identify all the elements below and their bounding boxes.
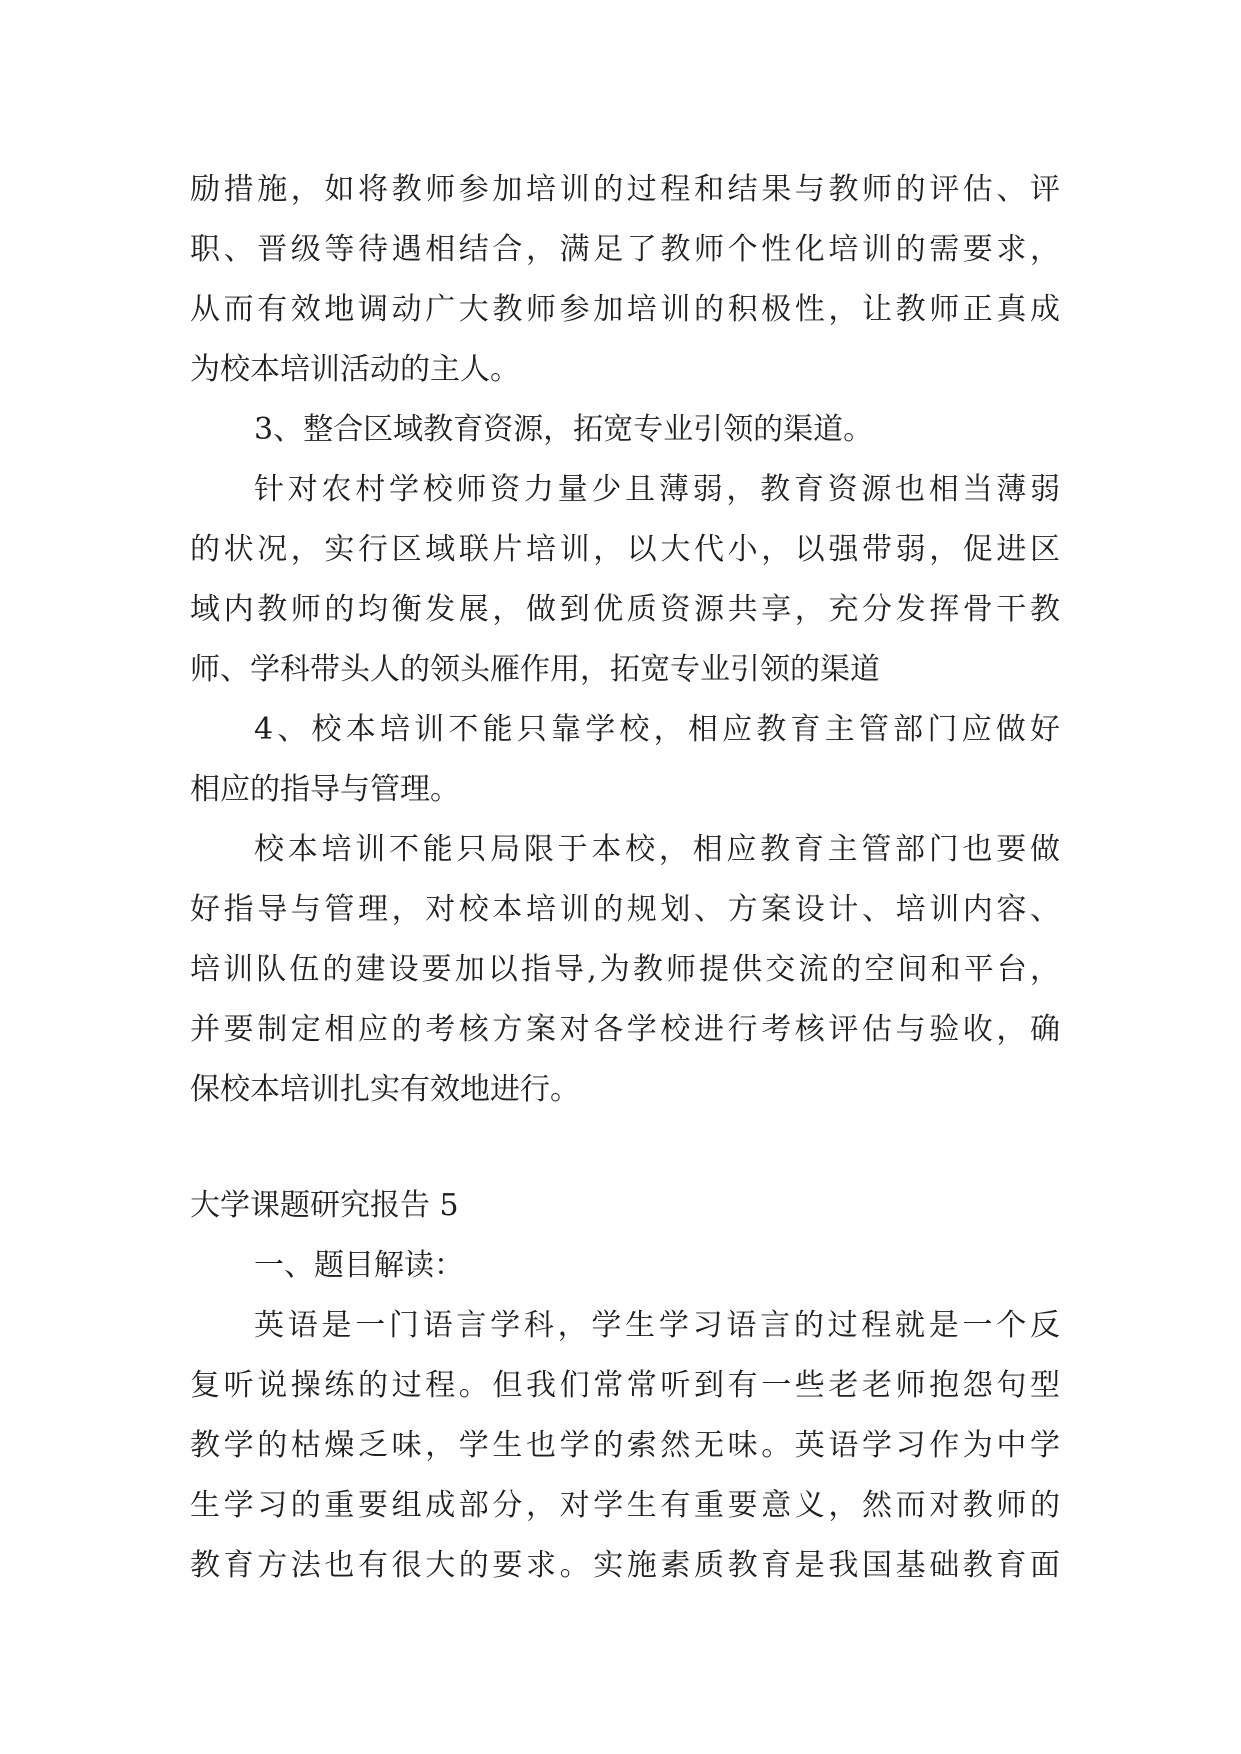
text-line: 一、题目解读：	[254, 1248, 464, 1283]
text-line: 3、整合区域教育资源，拓宽专业引领的渠道。	[254, 412, 874, 447]
paragraph-department-guidance	[190, 820, 1060, 1120]
subheading-3	[190, 400, 1060, 460]
text-line: 的状况，实行区域联片培训，以大代小，以强带弱，促进区	[190, 532, 1060, 567]
paragraph-english-teaching	[190, 1296, 1060, 1596]
text-line: 生学习的重要组成部分，对学生有重要意义，然而对教师的	[190, 1488, 1060, 1523]
text-line: 域内教师的均衡发展，做到优质资源共享，充分发挥骨干教	[190, 592, 1060, 627]
text-line: 励措施，如将教师参加培训的过程和结果与教师的评估、评	[190, 172, 1060, 207]
text-line: 好指导与管理，对校本培训的规划、方案设计、培训内容、	[190, 892, 1060, 927]
text-line: 教育方法也有很大的要求。实施素质教育是我国基础教育面	[190, 1548, 1060, 1583]
text-line: 复听说操练的过程。但我们常常听到有一些老老师抱怨句型	[190, 1368, 1060, 1403]
paragraph-regional-resources	[190, 460, 1060, 700]
text-line: 针对农村学校师资力量少且薄弱，教育资源也相当薄弱	[254, 472, 1060, 507]
paragraph-incentive-continuation	[190, 160, 1060, 400]
text-line: 教学的枯燥乏味，学生也学的索然无味。英语学习作为中学	[190, 1428, 1060, 1463]
section-heading-topic	[190, 1236, 1060, 1296]
text-line: 保校本培训扎实有效地进行。	[190, 1072, 580, 1107]
subheading-4	[190, 700, 1060, 820]
text-line: 师、学科带头人的领头雁作用，拓宽专业引领的渠道	[190, 652, 880, 687]
document-page	[190, 160, 1060, 1596]
text-line: 为校本培训活动的主人。	[190, 352, 520, 387]
text-line: 校本培训不能只局限于本校，相应教育主管部门也要做	[254, 832, 1060, 867]
text-line: 职、晋级等待遇相结合，满足了教师个性化培训的需要求，	[190, 232, 1060, 267]
text-line: 4、校本培训不能只靠学校，相应教育主管部门应做好	[254, 712, 1060, 747]
section-title: 大学课题研究报告 5	[190, 1188, 459, 1223]
text-line: 培训队伍的建设要加以指导,为教师提供交流的空间和平台，	[190, 952, 1060, 987]
section-gap	[190, 1120, 1060, 1176]
text-line: 从而有效地调动广大教师参加培训的积极性，让教师正真成	[190, 292, 1060, 327]
text-line: 并要制定相应的考核方案对各学校进行考核评估与验收，确	[190, 1012, 1060, 1047]
text-line: 英语是一门语言学科，学生学习语言的过程就是一个反	[254, 1308, 1060, 1343]
text-line: 相应的指导与管理。	[190, 772, 460, 807]
